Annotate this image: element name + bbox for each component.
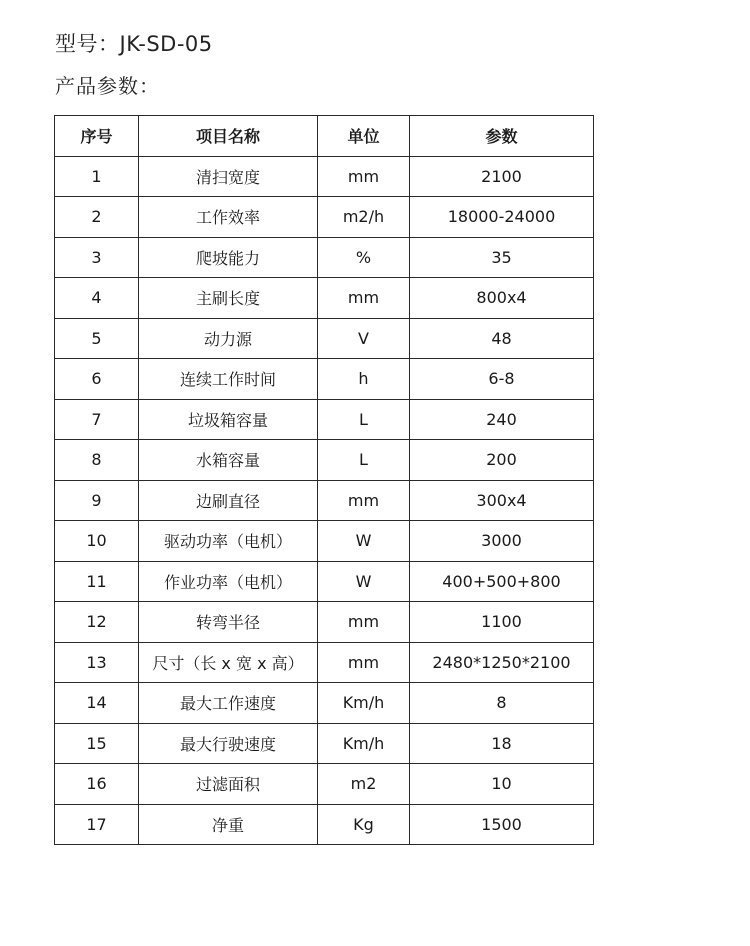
row-index: 16 <box>55 764 139 805</box>
row-item-name: 作业功率（电机） <box>139 561 318 602</box>
row-value: 300x4 <box>410 480 594 521</box>
params-heading: 产品参数： <box>55 74 160 98</box>
row-unit: L <box>318 399 410 440</box>
row-value: 8 <box>410 683 594 724</box>
row-item-name: 爬坡能力 <box>139 237 318 278</box>
row-unit: mm <box>318 602 410 643</box>
row-unit: m2 <box>318 764 410 805</box>
row-index: 14 <box>55 683 139 724</box>
row-value: 35 <box>410 237 594 278</box>
row-value: 3000 <box>410 521 594 562</box>
table-row <box>55 723 594 764</box>
header-unit: 单位 <box>318 116 410 157</box>
row-item-name: 驱动功率（电机） <box>139 521 318 562</box>
row-item-name: 过滤面积 <box>139 764 318 805</box>
table-row <box>55 480 594 521</box>
model-label: 型号： <box>55 32 120 56</box>
header-value: 参数 <box>410 116 594 157</box>
row-unit: mm <box>318 278 410 319</box>
row-index: 2 <box>55 197 139 238</box>
row-item-name: 转弯半径 <box>139 602 318 643</box>
row-unit: W <box>318 561 410 602</box>
row-index: 8 <box>55 440 139 481</box>
row-item-name: 边刷直径 <box>139 480 318 521</box>
row-unit: V <box>318 318 410 359</box>
row-value: 6-8 <box>410 359 594 400</box>
row-item-name: 最大行驶速度 <box>139 723 318 764</box>
row-value: 18 <box>410 723 594 764</box>
row-item-name: 最大工作速度 <box>139 683 318 724</box>
row-item-name: 主刷长度 <box>139 278 318 319</box>
row-item-name: 连续工作时间 <box>139 359 318 400</box>
row-unit: h <box>318 359 410 400</box>
row-index: 13 <box>55 642 139 683</box>
row-value: 800x4 <box>410 278 594 319</box>
table-row <box>55 521 594 562</box>
row-value: 200 <box>410 440 594 481</box>
row-index: 10 <box>55 521 139 562</box>
row-value: 400+500+800 <box>410 561 594 602</box>
model-line <box>55 28 213 58</box>
table-row <box>55 764 594 805</box>
row-value: 240 <box>410 399 594 440</box>
row-index: 6 <box>55 359 139 400</box>
table-row <box>55 440 594 481</box>
table-header-row <box>55 116 594 157</box>
row-index: 3 <box>55 237 139 278</box>
row-unit: Kg <box>318 804 410 845</box>
row-value: 2480*1250*2100 <box>410 642 594 683</box>
table-row <box>55 359 594 400</box>
row-unit: W <box>318 521 410 562</box>
row-value: 2100 <box>410 156 594 197</box>
table-row <box>55 156 594 197</box>
row-item-name: 尺寸（长 x 宽 x 高） <box>139 642 318 683</box>
row-index: 17 <box>55 804 139 845</box>
row-unit: m2/h <box>318 197 410 238</box>
row-value: 10 <box>410 764 594 805</box>
row-value: 1500 <box>410 804 594 845</box>
row-index: 9 <box>55 480 139 521</box>
row-unit: L <box>318 440 410 481</box>
table-row <box>55 642 594 683</box>
row-item-name: 垃圾箱容量 <box>139 399 318 440</box>
table-row <box>55 197 594 238</box>
row-index: 1 <box>55 156 139 197</box>
spec-table <box>54 115 594 845</box>
row-item-name: 动力源 <box>139 318 318 359</box>
row-unit: Km/h <box>318 723 410 764</box>
row-item-name: 清扫宽度 <box>139 156 318 197</box>
row-unit: mm <box>318 642 410 683</box>
spec-table-body <box>55 156 594 845</box>
row-index: 15 <box>55 723 139 764</box>
header-index: 序号 <box>55 116 139 157</box>
model-value: JK-SD-05 <box>119 32 213 56</box>
table-row <box>55 318 594 359</box>
table-row <box>55 561 594 602</box>
row-unit: mm <box>318 156 410 197</box>
table-row <box>55 683 594 724</box>
row-unit: Km/h <box>318 683 410 724</box>
row-index: 12 <box>55 602 139 643</box>
row-item-name: 工作效率 <box>139 197 318 238</box>
row-value: 1100 <box>410 602 594 643</box>
header-item-name: 项目名称 <box>139 116 318 157</box>
row-unit: % <box>318 237 410 278</box>
table-row <box>55 237 594 278</box>
spec-table-container <box>54 115 594 845</box>
row-item-name: 净重 <box>139 804 318 845</box>
row-index: 11 <box>55 561 139 602</box>
row-value: 48 <box>410 318 594 359</box>
row-unit: mm <box>318 480 410 521</box>
table-row <box>55 278 594 319</box>
table-row <box>55 602 594 643</box>
row-item-name: 水箱容量 <box>139 440 318 481</box>
table-row <box>55 804 594 845</box>
row-value: 18000-24000 <box>410 197 594 238</box>
row-index: 5 <box>55 318 139 359</box>
table-row <box>55 399 594 440</box>
row-index: 7 <box>55 399 139 440</box>
row-index: 4 <box>55 278 139 319</box>
